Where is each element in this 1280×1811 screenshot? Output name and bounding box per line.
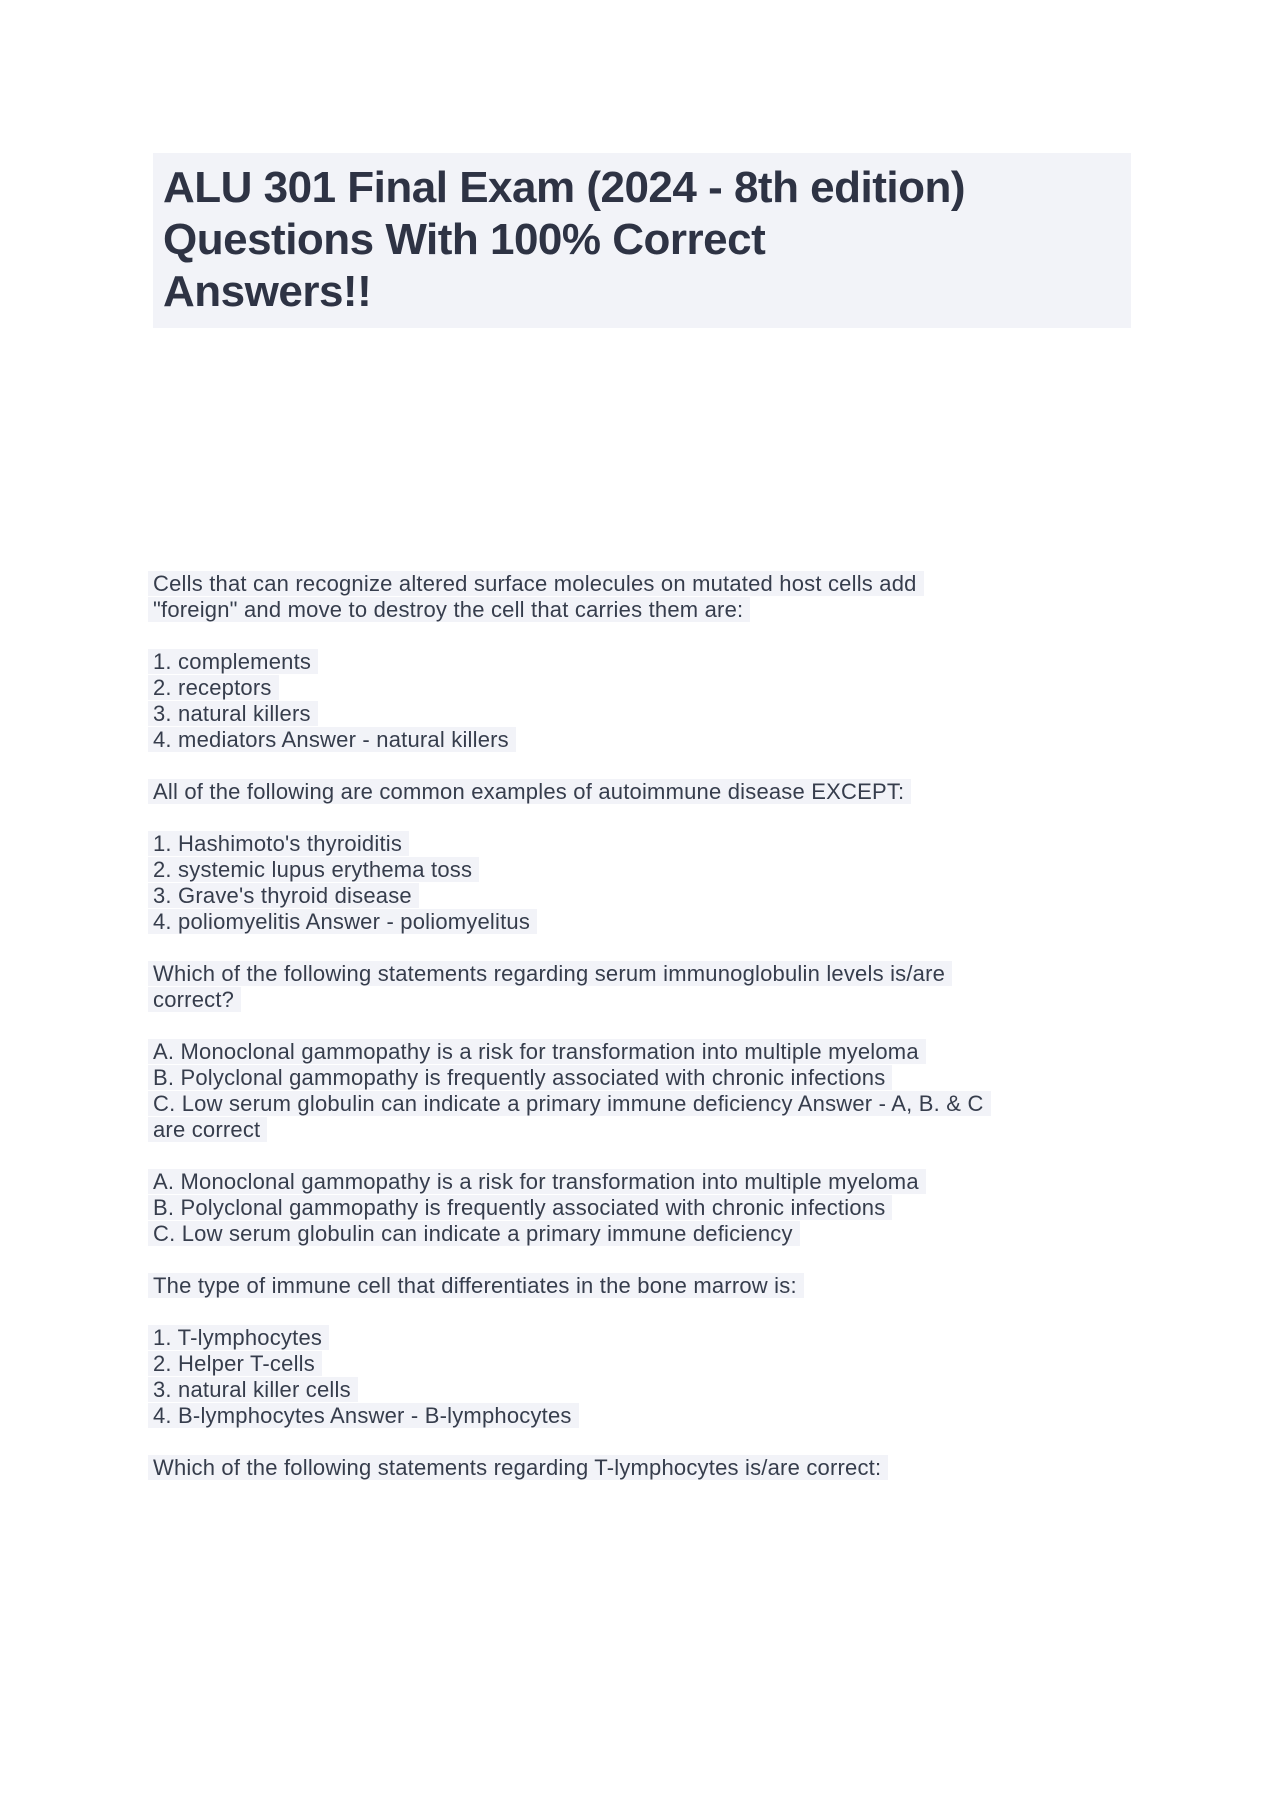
text-line (148, 649, 1280, 675)
text-line (148, 961, 1280, 987)
highlighted-text: 1. Hashimoto's thyroiditis (148, 831, 409, 856)
text-line (148, 909, 1280, 935)
text-line (148, 701, 1280, 727)
text-line (148, 1221, 1280, 1247)
text-line (148, 1325, 1280, 1351)
highlighted-text: B. Polyclonal gammopathy is frequently associated with chronic infections (148, 1195, 892, 1220)
text-line (148, 1169, 1280, 1195)
text-line (148, 1273, 1280, 1299)
text-line (148, 1065, 1280, 1091)
text-line (148, 1091, 1280, 1117)
title-line: Answers!! (163, 267, 372, 316)
text-line (148, 727, 1280, 753)
answer-options-block (148, 831, 1280, 935)
highlighted-text: 4. B-lymphocytes Answer - B-lymphocytes (148, 1403, 579, 1428)
highlighted-text: correct? (148, 987, 241, 1012)
highlighted-text: are correct (148, 1117, 267, 1142)
text-line (148, 1195, 1280, 1221)
text-line (148, 597, 1280, 623)
text-line (148, 571, 1280, 597)
highlighted-text: C. Low serum globulin can indicate a primary immune deficiency (148, 1221, 800, 1246)
text-line (148, 857, 1280, 883)
title-line: Questions With 100% Correct (163, 215, 766, 264)
answer-options-block (148, 649, 1280, 753)
text-line (148, 1455, 1280, 1481)
highlighted-text: 3. natural killers (148, 701, 318, 726)
title-line: ALU 301 Final Exam (2024 - 8th edition) (163, 163, 966, 212)
highlighted-text: Cells that can recognize altered surface molecules on mutated host cells add (148, 571, 924, 596)
document-body (148, 571, 1280, 1481)
question-block (148, 1273, 1280, 1299)
highlighted-text: 2. systemic lupus erythema toss (148, 857, 479, 882)
document-title (153, 153, 1131, 328)
text-line (148, 675, 1280, 701)
text-line (148, 1377, 1280, 1403)
highlighted-text: A. Monoclonal gammopathy is a risk for transformation into multiple myeloma (148, 1169, 926, 1194)
question-block (148, 779, 1280, 805)
text-line (148, 1351, 1280, 1377)
highlighted-text: The type of immune cell that differentiates in the bone marrow is: (148, 1273, 804, 1298)
highlighted-text: 4. mediators Answer - natural killers (148, 727, 516, 752)
highlighted-text: 1. T-lymphocytes (148, 1325, 329, 1350)
text-line (148, 779, 1280, 805)
question-block (148, 571, 1280, 623)
answer-options-block (148, 1039, 1280, 1143)
highlighted-text: 3. natural killer cells (148, 1377, 358, 1402)
question-block (148, 961, 1280, 1013)
highlighted-text: Which of the following statements regarding T-lymphocytes is/are correct: (148, 1455, 888, 1480)
question-block (148, 1455, 1280, 1481)
highlighted-text: 4. poliomyelitis Answer - poliomyelitus (148, 909, 537, 934)
highlighted-text: A. Monoclonal gammopathy is a risk for transformation into multiple myeloma (148, 1039, 926, 1064)
text-line (148, 1039, 1280, 1065)
answer-options-block (148, 1325, 1280, 1429)
highlighted-text: 1. complements (148, 649, 318, 674)
text-line (148, 883, 1280, 909)
highlighted-text: 2. receptors (148, 675, 279, 700)
text-line (148, 831, 1280, 857)
answer-options-block (148, 1169, 1280, 1247)
text-line (148, 987, 1280, 1013)
text-line (148, 1117, 1280, 1143)
highlighted-text: All of the following are common examples of autoimmune disease EXCEPT: (148, 779, 911, 804)
highlighted-text: Which of the following statements regarding serum immunoglobulin levels is/are (148, 961, 952, 986)
highlighted-text: B. Polyclonal gammopathy is frequently associated with chronic infections (148, 1065, 892, 1090)
highlighted-text: 3. Grave's thyroid disease (148, 883, 419, 908)
highlighted-text: "foreign" and move to destroy the cell that carries them are: (148, 597, 750, 622)
highlighted-text: C. Low serum globulin can indicate a primary immune deficiency Answer - A, B. & C (148, 1091, 991, 1116)
text-line (148, 1403, 1280, 1429)
highlighted-text: 2. Helper T-cells (148, 1351, 322, 1376)
